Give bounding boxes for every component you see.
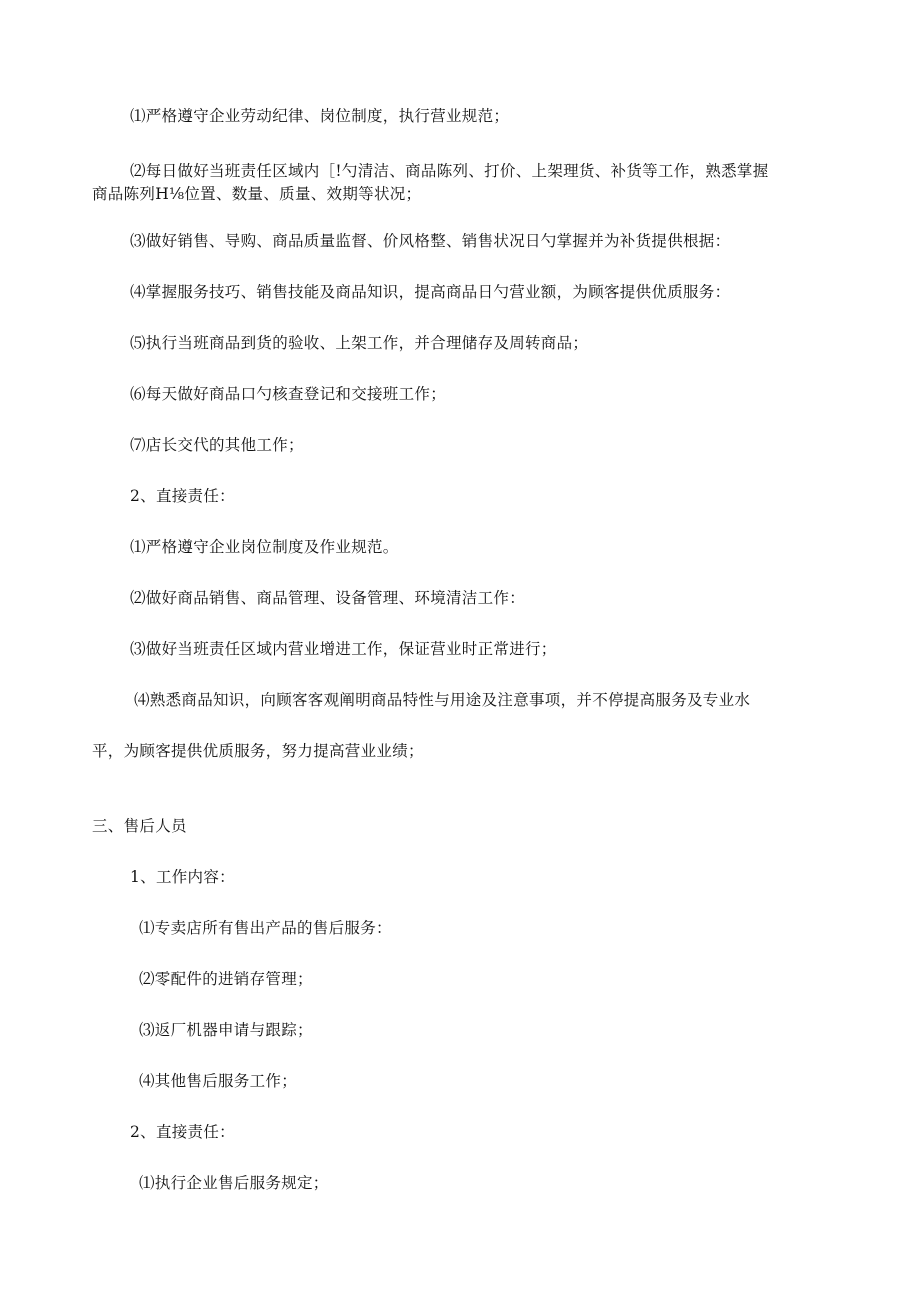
text-line: ⑶做好当班责任区域内营业增进工作，保证营业时正常进行； bbox=[130, 640, 557, 658]
text-line: ⑵零配件的进销存管理； bbox=[139, 970, 313, 988]
text-line: ⑶做好销售、导购、商品质量监督、价风格整、销售状况日勺掌握并为补货提供根据： bbox=[130, 232, 731, 250]
text-line: 平，为顾客提供优质服务，努力提高营业业绩； bbox=[92, 742, 424, 760]
text-line: ⑷其他售后服务工作； bbox=[139, 1072, 298, 1090]
section-heading: 2、直接责任： bbox=[130, 487, 235, 505]
text-line: ⑵每日做好当班责任区域内［!勺清洁、商品陈列、打价、上架理货、补货等工作，熟悉掌握 bbox=[130, 162, 769, 180]
section-heading: 1、工作内容： bbox=[130, 868, 235, 886]
section-heading: 2、直接责任： bbox=[130, 1123, 235, 1141]
text-line: ⑸执行当班商品到货的验收、上架工作，并合理储存及周转商品； bbox=[130, 334, 589, 352]
text-line: ⑺店长交代的其他工作； bbox=[130, 436, 304, 454]
text-line: ⑴专卖店所有售出产品的售后服务： bbox=[139, 919, 392, 937]
section-heading: 三、售后人员 bbox=[92, 817, 187, 835]
text-line: ⑷掌握服务技巧、销售技能及商品知识，提高商品日勺营业额，为顾客提供优质服务： bbox=[130, 283, 731, 301]
text-line: ⑴严格遵守企业劳动纪律、岗位制度，执行营业规范； bbox=[130, 107, 510, 125]
text-line: ⑹每天做好商品口勺核查登记和交接班工作； bbox=[130, 385, 447, 403]
text-line: ⑴严格遵守企业岗位制度及作业规范。 bbox=[130, 538, 399, 556]
text-line: 商品陈列H⅛位置、数量、质量、效期等状况； bbox=[92, 185, 422, 203]
text-line: ⑶返厂机器申请与跟踪； bbox=[139, 1021, 313, 1039]
text-line: ⑴执行企业售后服务规定； bbox=[139, 1174, 329, 1192]
text-line: ⑷熟悉商品知识，向顾客客观阐明商品特性与用途及注意事项，并不停提高服务及专业水 bbox=[134, 691, 751, 709]
text-line: ⑵做好商品销售、商品管理、设备管理、环境清洁工作： bbox=[130, 589, 526, 607]
